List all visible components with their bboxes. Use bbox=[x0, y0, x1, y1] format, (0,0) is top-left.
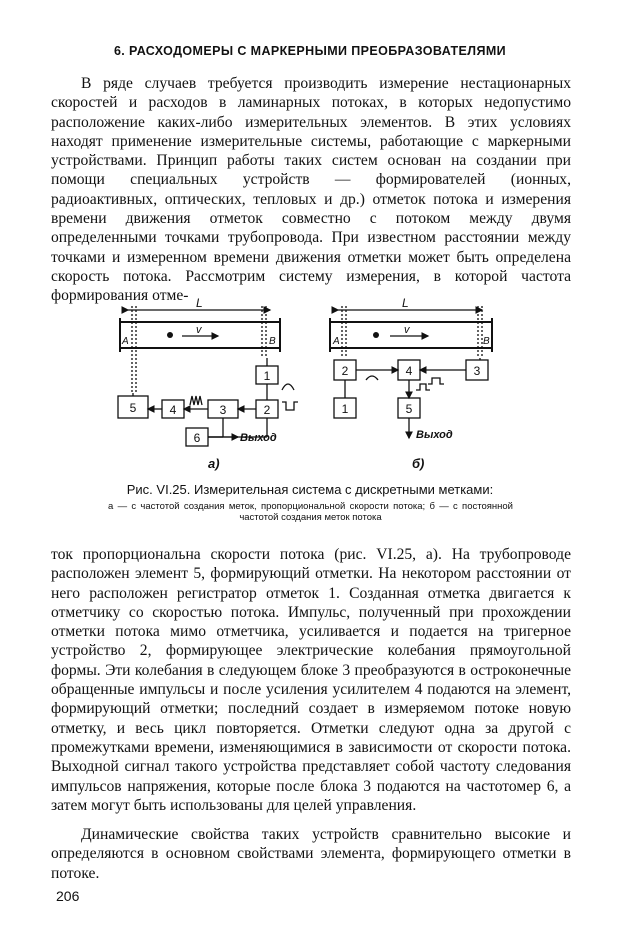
paragraph-3: Динамические свойства таких устройств сравнительно высокие и определяются в основном свойствами элемента, формирующего отметки в потоке. bbox=[51, 826, 571, 882]
paragraph-2: ток пропорциональна скорости потока (рис. VI.25, а). На трубопроводе расположен элемент 5, формирующий отметки. На некотором расстоянии от него расположен регистратор отметок 1. Созданная отметка двигается к отметчику со скоростью потока. Импульс, полученный при прохождении отметки потока мимо отметчика, усиливается и подается на тригерное устройство 2, формирующее электрические колебания прямоугольной формы. Эти колебания в следующем блоке 3 преобразуются в остроконечные обращенные импульсы и после усиления усилителем 4 подаются на элемент, формирующий отметки; последний создает в измеряемом потоке новую отметку, и весь цикл повторяется. Отметки следуют одна за другой с промежутками времени, изменяющимися в зависимости от скорости потока. Выходной сигнал такого устройства представляет собой частоту следования импульсов напряжения, которые после блока 3 подаются на частотомер 6, а затем могут быть использованы для целей управления. bbox=[51, 546, 571, 814]
block-b-5: 5 bbox=[405, 402, 413, 416]
paragraph-1: В ряде случаев требуется производить измерение нестационарных скоростей и расходов в ламинарных потоках, в которых недопустимо расположение каких-либо измерительных элементов. В этих условиях находят применение измерительные системы, работающие с маркерными устройствами. Принцип работы таких систем основан на создании при помощи специальных устройств — формирователей (ионных, радиоактивных, оптических, тепловых и др.) отметок потока и измерения времени движения отметок совместно с потоком между двумя определенными точками трубопровода. При известном расстоянии между точками и измеренном времени движения отметки может быть определена скорость потока. Рассмотрим систему измерения, в которой частота формирования отме- bbox=[51, 75, 571, 305]
label-v-b: v bbox=[404, 324, 410, 336]
label-L-b: L bbox=[402, 298, 409, 310]
closing-paragraph bbox=[51, 825, 571, 883]
block-a-4: 4 bbox=[169, 403, 177, 417]
label-B-b: B bbox=[483, 336, 490, 347]
intro-paragraph bbox=[51, 74, 571, 306]
label-v-a: v bbox=[196, 324, 202, 336]
block-a-1: 1 bbox=[263, 369, 271, 383]
block-b-3: 3 bbox=[473, 364, 481, 378]
section-heading: 6. РАСХОДОМЕРЫ С МАРКЕРНЫМИ ПРЕОБРАЗОВАТЕЛЯМИ bbox=[113, 44, 507, 58]
figure-caption-detail: а — с частотой создания меток, пропорциональной скорости потока; б — с постоянной частотой создания меток потока bbox=[108, 501, 513, 523]
block-a-3: 3 bbox=[219, 403, 227, 417]
block-a-5: 5 bbox=[129, 401, 137, 415]
output-label-a: Выход bbox=[240, 432, 277, 444]
page-number: 206 bbox=[56, 888, 80, 904]
label-B-a: B bbox=[269, 336, 276, 347]
figure-vi-25 bbox=[110, 298, 510, 476]
block-b-2: 2 bbox=[341, 364, 349, 378]
block-a-2: 2 bbox=[263, 403, 271, 417]
figure-caption: Рис. VI.25. Измерительная система с дискретными метками: bbox=[126, 482, 494, 497]
block-b-4: 4 bbox=[405, 364, 413, 378]
output-label-b: Выход bbox=[416, 429, 453, 441]
subfigure-a-label: а) bbox=[208, 456, 220, 471]
label-A-b: A bbox=[333, 336, 340, 347]
measurement-system-diagram bbox=[110, 298, 510, 476]
label-L-a: L bbox=[196, 298, 203, 310]
body-paragraph bbox=[51, 545, 571, 815]
subfigure-b-label: б) bbox=[412, 456, 425, 471]
block-b-1: 1 bbox=[341, 402, 349, 416]
block-a-6: 6 bbox=[193, 431, 201, 445]
label-A-a: A bbox=[122, 336, 129, 347]
